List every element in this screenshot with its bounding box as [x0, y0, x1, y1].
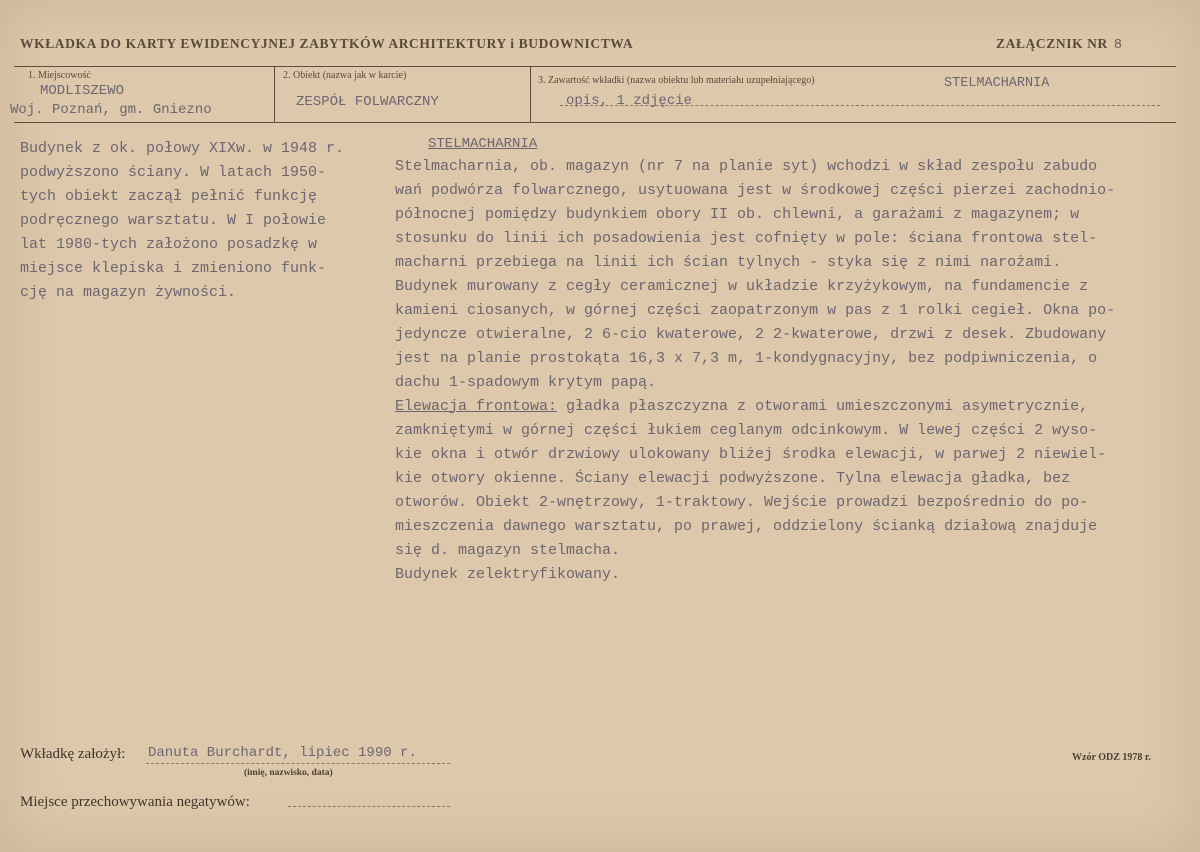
- elevation-line: się d. magazyn stelmacha.: [395, 542, 621, 559]
- description-line: kamieni ciosanych, w górnej części zaopatrzonym w pas z 1 rolki cegieł. Okna po-: [395, 302, 1116, 319]
- elevation-first-text: gładka płaszczyzna z otworami umieszczonymi asymetrycznie,: [557, 398, 1089, 415]
- description-line: macharni przebiega na linii ich ścian tylnych - styka się z nimi narożami.: [395, 254, 1062, 271]
- description-line: dachu 1-spadowym krytym papą.: [395, 374, 657, 391]
- fields-rule: [14, 122, 1176, 123]
- negatives-dotted-line: [288, 806, 450, 807]
- author-value: Danuta Burchardt, lipiec 1990 r.: [148, 745, 417, 761]
- card-title: WKŁADKA DO KARTY EWIDENCYJNEJ ZABYTKÓW ARCHITEKTURY i BUDOWNICTWA: [20, 36, 634, 51]
- description-line: jedyncze otwieralne, 2 6-cio kwaterowe, 2 2-kwaterowe, drzwi z desek. Zbudowany: [395, 326, 1107, 343]
- description-line: Stelmacharnia, ob. magazyn (nr 7 na planie syt) wchodzi w skład zespołu zabudo: [395, 158, 1098, 175]
- header-rule: [14, 66, 1176, 67]
- object-value: ZESPÓŁ FOLWARCZNY: [296, 94, 439, 110]
- annex-number: 8: [1113, 38, 1123, 53]
- locality-province: Woj. Poznań, gm. Gniezno: [10, 102, 212, 118]
- elevation-line: kie otwory okienne. Ściany elewacji podwyższone. Tylna elewacja gładka, bez: [395, 470, 1071, 487]
- content-detail-value: opis, 1 zdjęcie: [566, 93, 693, 109]
- description-line: Budynek murowany z cegły ceramicznej w układzie krzyżykowym, na fundamencie z: [395, 278, 1089, 295]
- elevation-line: otworów. Obiekt 2-wnętrzowy, 1-traktowy. Wejście prowadzi bezpośrednio do po-: [395, 494, 1089, 511]
- elevation-line: zamkniętymi w górnej części łukiem ceglanym odcinkowym. W lewej części 2 wyso-: [395, 422, 1098, 439]
- annex-label-text: ZAŁĄCZNIK NR: [996, 36, 1108, 51]
- left-note-line: podręcznego warsztatu. W I połowie: [20, 212, 327, 229]
- annex-label: [996, 36, 1123, 53]
- content-name-value: STELMACHARNIA: [944, 76, 1050, 91]
- left-note-line: lat 1980-tych założono posadzkę w: [20, 236, 318, 253]
- form-code: Wzór ODZ 1978 r.: [1072, 752, 1151, 763]
- description-line: północnej pomiędzy budynkiem obory II ob. chlewni, a garażami z magazynem; w: [395, 206, 1080, 223]
- elevation-line: Budynek zelektryfikowany.: [395, 566, 621, 583]
- author-label: Wkładkę założył:: [20, 746, 126, 762]
- elevation-line: mieszczenia dawnego warsztatu, po prawej, oddzielony ścianką działową znajduje: [395, 518, 1098, 535]
- locality-label: 1. Miejscowość: [28, 70, 91, 81]
- elevation-label: Elewacja frontowa:: [395, 398, 558, 415]
- left-note-line: podwyższono ściany. W latach 1950-: [20, 164, 327, 181]
- left-note-line: tych obiekt zaczął pełnić funkcję: [20, 188, 318, 205]
- description-line: stosunku do linii ich posadowienia jest cofnięty w pole: ściana frontowa stel-: [395, 230, 1098, 247]
- author-dotted-line: [146, 763, 450, 764]
- locality-value: MODLISZEWO: [40, 83, 125, 99]
- elevation-line: kie okna i otwór drzwiowy ulokowany bliżej środka elewacji, w parwej 2 niewiel-: [395, 446, 1107, 463]
- description-line: jest na planie prostokąta 16,3 x 7,3 m, 1-kondygnacyjny, bez podpiwniczenia, o: [395, 350, 1098, 367]
- content-label: 3. Zawartość wkładki (nazwa obiektu lub materiału uzupełniającego): [538, 75, 815, 86]
- left-note-line: miejsce klepiska i zmieniono funk-: [20, 260, 327, 277]
- left-note-line: cję na magazyn żywności.: [20, 284, 237, 301]
- negatives-label: Miejsce przechowywania negatywów:: [20, 794, 250, 810]
- description-heading: STELMACHARNIA: [428, 136, 538, 152]
- field-divider-2: [530, 66, 531, 122]
- field-divider-1: [274, 66, 275, 122]
- description-line: wań podwórza folwarcznego, usytuowana jest w środkowej części pierzei zachodnio-: [395, 182, 1116, 199]
- left-note-line: Budynek z ok. połowy XIXw. w 1948 r.: [20, 140, 345, 157]
- author-hint: (imię, nazwisko, data): [244, 768, 333, 778]
- elevation-first-line: [395, 398, 1088, 415]
- object-label: 2. Obiekt (nazwa jak w karcie): [283, 70, 407, 81]
